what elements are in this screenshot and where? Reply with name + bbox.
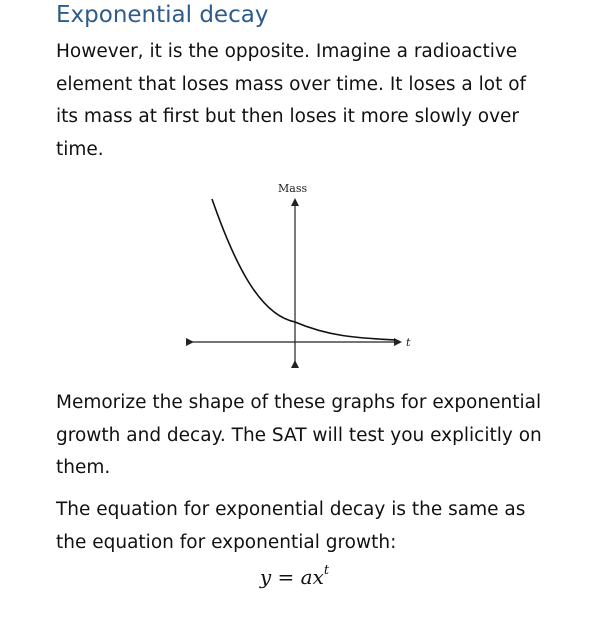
- y-axis-label: Mass: [278, 182, 308, 195]
- intro-paragraph: However, it is the opposite. Imagine a radioactive element that loses mass over time. It loses a lot of its mass at first but then loses it more slowly over time.: [56, 41, 527, 160]
- equation-lhs: y: [259, 565, 272, 589]
- x-axis-label: t: [406, 336, 411, 349]
- decay-equation: [0, 565, 589, 589]
- equation-equals: =: [277, 565, 295, 589]
- equation-rhs: ax: [300, 565, 324, 589]
- section-heading: Exponential decay: [56, 2, 269, 28]
- exponential-decay-graph: [180, 180, 420, 370]
- equation-exponent: t: [323, 563, 330, 579]
- memorize-paragraph: Memorize the shape of these graphs for exponential growth and decay. The SAT will test you explicitly on them.: [56, 392, 542, 478]
- decay-curve: [212, 199, 395, 340]
- equation-intro-paragraph: The equation for exponential decay is the same as the equation for exponential growth:: [56, 499, 526, 553]
